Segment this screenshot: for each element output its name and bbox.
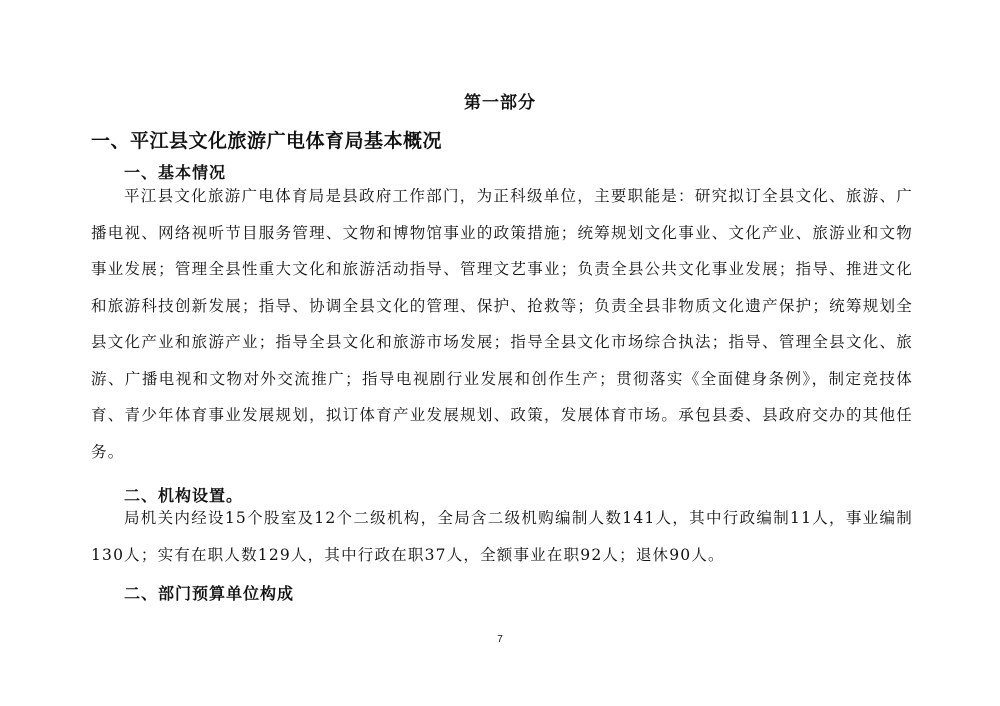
subsection-heading-organization: 二、机构设置。: [124, 486, 244, 505]
page-number: 7: [497, 634, 503, 645]
subsection-heading-budget-units: 二、部门预算单位构成: [124, 584, 295, 603]
paragraph-basic-info: 平江县文化旅游广电体育局是县政府工作部门，为正科级单位，主要职能是：研究拟订全县文化、旅游、广播电视、网络视听节目服务管理、文物和博物馆事业的政策措施；统筹规划文化事业、文化产业、旅游业和文物事业发展；管理全县性重大文化和旅游活动指导、管理文艺事业；负责全县公共文化事业发展；指导、推进文化和旅游科技创新发展；指导、协调全县文化的管理、保护、抢救等；负责全县非物质文化遗产保护；统筹规划全县文化产业和旅游产业；指导全县文化和旅游市场发展；指导全县文化市场综合执法；指导、管理全县文化、旅游、广播电视和文物对外交流推广；指导电视剧行业发展和创作生产；贯彻落实《全面健身条例》，制定竞技体育、青少年体育事业发展规划，拟订体育产业发展规划、政策，发展体育市场。承包县委、县政府交办的其他任务。: [91, 187, 913, 461]
paragraph-organization: 局机关内经设15个股室及12个二级机构，全局含二级机购编制人数141人，其中行政编制11人，事业编制130人；实有在职人数129人，其中行政在职37人，全额事业在职92人；退休90人。: [91, 509, 913, 564]
part-title: 第一部分: [464, 93, 536, 113]
section-title: 一、平江县文化旅游广电体育局基本概况: [91, 130, 443, 152]
subsection-heading-basic-info: 一、基本情况: [124, 163, 227, 182]
